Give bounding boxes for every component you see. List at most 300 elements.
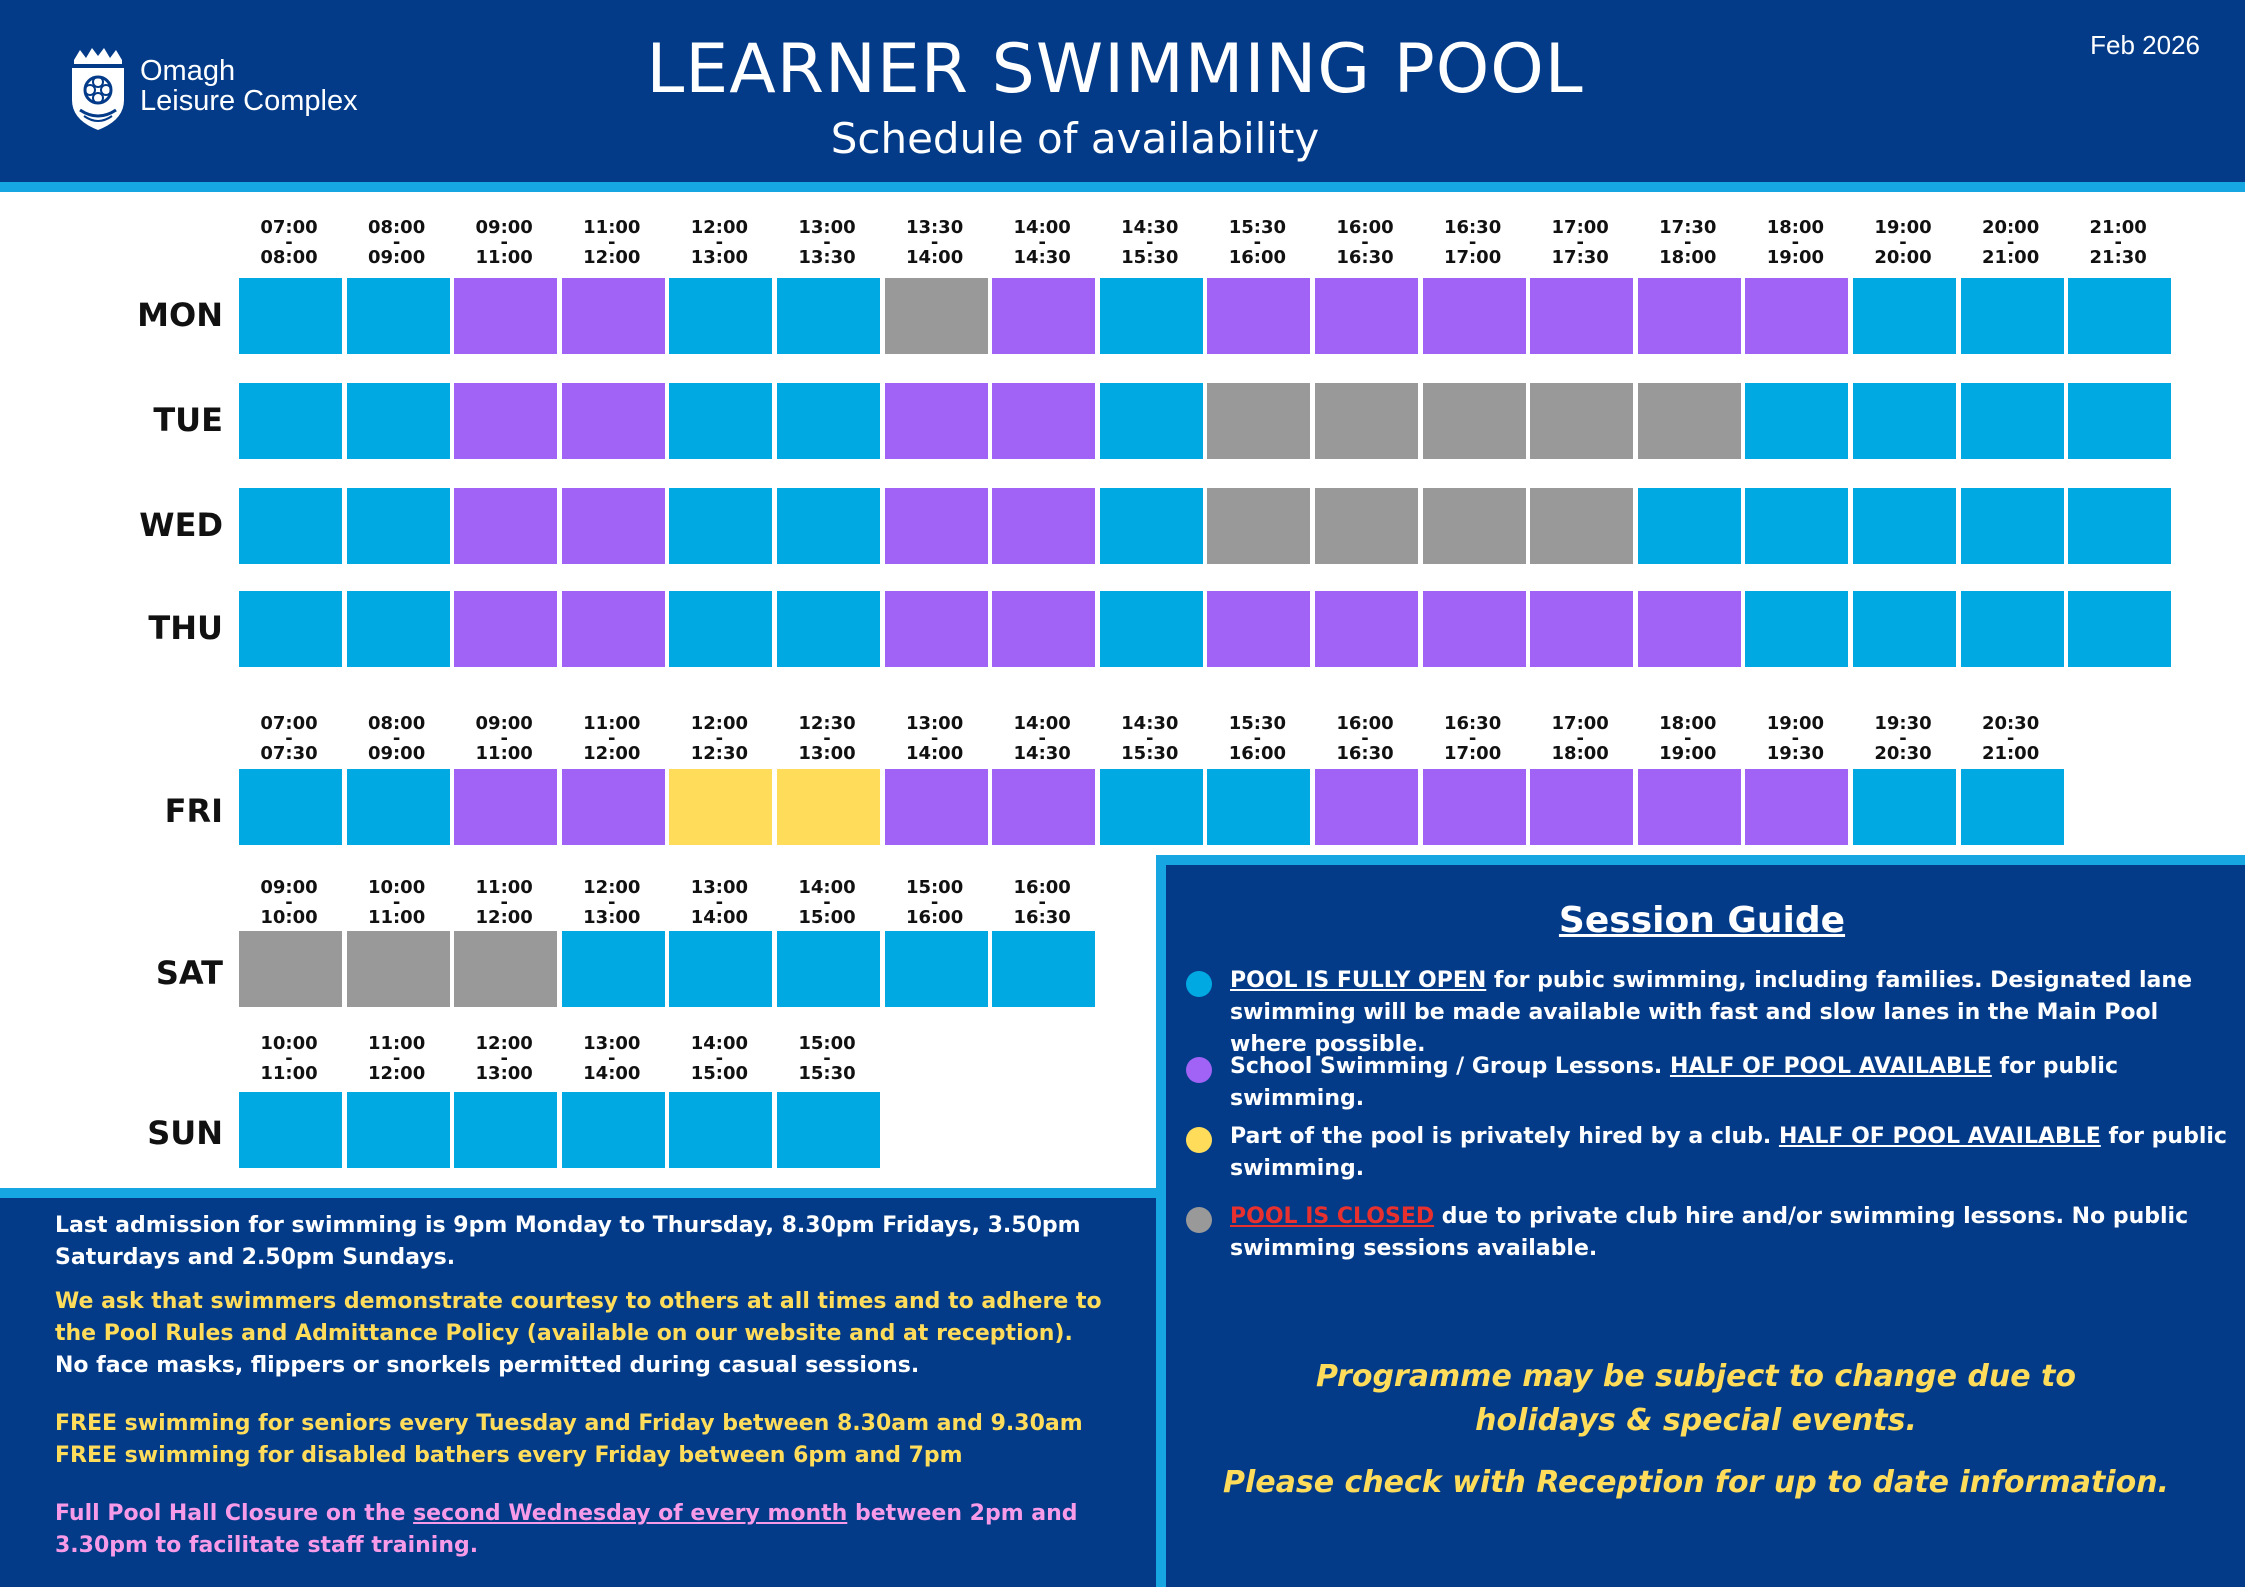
weekday-time-label xyxy=(1315,217,1415,268)
weekday-time-label-dash: - xyxy=(285,232,293,253)
weekday-time-label xyxy=(239,217,339,268)
row-tue-slot-open xyxy=(347,383,450,459)
sun-time-label-start: 14:00 xyxy=(690,1033,749,1054)
weekday-time-label-start: 14:00 xyxy=(1013,217,1071,238)
fri-time-label-end: 11:00 xyxy=(475,743,533,764)
fri-time-label-end: 14:00 xyxy=(905,743,964,764)
guide-open-text xyxy=(1230,965,2230,1061)
yellow-dot-icon xyxy=(1186,1127,1212,1153)
sun-time-label-end: 14:00 xyxy=(583,1063,641,1084)
weekday-time-label-dash: - xyxy=(1146,232,1154,253)
fri-time-label-dash: - xyxy=(500,728,508,749)
sat-time-label-dash: - xyxy=(392,892,401,913)
sat-time-label-end: 11:00 xyxy=(367,907,426,928)
page-title: LEARNER SWIMMING POOL xyxy=(646,30,1584,109)
weekday-time-label xyxy=(992,217,1092,268)
sat-time-label-dash: - xyxy=(930,892,939,913)
weekday-time-label-dash: - xyxy=(1576,232,1584,253)
weekday-time-label-end: 19:00 xyxy=(1766,247,1825,268)
weekday-time-label-dash: - xyxy=(1253,232,1262,253)
weekday-time-label-start: 19:00 xyxy=(1874,217,1932,238)
row-thu-slot-open xyxy=(2068,591,2171,667)
fri-time-label-start: 09:00 xyxy=(475,713,533,734)
fri-time-label-start: 12:00 xyxy=(690,713,749,734)
sun-time-label-dash: - xyxy=(392,1048,401,1069)
fri-time-label xyxy=(669,713,769,764)
row-thu-slot-open xyxy=(1100,591,1203,667)
fri-time-label-dash: - xyxy=(1146,728,1154,749)
sun-time-label-end: 15:00 xyxy=(690,1063,749,1084)
sun-time-label-dash: - xyxy=(823,1048,831,1069)
fri-time-label-end: 16:30 xyxy=(1336,743,1394,764)
weekday-time-label xyxy=(1530,217,1630,268)
weekday-time-label-dash: - xyxy=(500,232,508,253)
fri-time-label-start: 11:00 xyxy=(583,713,641,734)
fri-time-label-end: 15:30 xyxy=(1121,743,1179,764)
weekday-time-label-start: 09:00 xyxy=(475,217,533,238)
sun-time-label-dash: - xyxy=(500,1048,508,1069)
fri-time-label-dash: - xyxy=(1361,728,1369,749)
weekday-time-label-dash: - xyxy=(608,232,616,253)
row-fri-slot-lesson xyxy=(1638,769,1741,845)
row-tue-slot-open xyxy=(1853,383,1956,459)
grey-dot-icon xyxy=(1186,1207,1212,1233)
fri-time-label xyxy=(992,713,1092,764)
guide-lesson-suffix: for public swimming. xyxy=(1230,1054,2118,1111)
row-sun-slot-open xyxy=(347,1092,450,1168)
row-tue-slot-open xyxy=(2068,383,2171,459)
row-thu-slot-lesson xyxy=(1315,591,1418,667)
weekday-time-label-dash: - xyxy=(1038,232,1046,253)
weekday-time-label-dash: - xyxy=(1468,232,1477,253)
row-mon-slot-lesson xyxy=(454,278,557,354)
row-fri-slot-lesson xyxy=(1315,769,1418,845)
row-tue-slot-open xyxy=(1100,383,1203,459)
fri-time-label-dash: - xyxy=(823,728,831,749)
row-fri-slot-open xyxy=(1961,769,2064,845)
purple-dot-icon xyxy=(1186,1057,1212,1083)
row-thu-slot-open xyxy=(1745,591,1848,667)
row-thu-slot-lesson xyxy=(992,591,1095,667)
sat-time-label-dash: - xyxy=(823,892,831,913)
row-wed-slot-lesson xyxy=(992,488,1095,564)
row-sat-slot-open xyxy=(777,931,880,1007)
sat-time-label xyxy=(562,877,662,928)
sun-time-label-end: 12:00 xyxy=(367,1063,426,1084)
row-tue-slot-closed xyxy=(1530,383,1633,459)
fri-time-label-dash: - xyxy=(1899,728,1907,749)
notes-divider xyxy=(1156,1188,1166,1587)
sat-time-label-dash: - xyxy=(1038,892,1046,913)
weekday-time-label xyxy=(885,217,985,268)
row-tue-slot-closed xyxy=(1638,383,1741,459)
fri-time-label xyxy=(1853,713,1953,764)
fri-time-label-start: 20:30 xyxy=(1981,713,2040,734)
page-subtitle: Schedule of availability xyxy=(830,114,1320,163)
row-tue-slot-open xyxy=(239,383,342,459)
fri-time-label xyxy=(1315,713,1415,764)
row-fri-slot-lesson xyxy=(1530,769,1633,845)
row-thu-slot-lesson xyxy=(1530,591,1633,667)
row-mon-slot-open xyxy=(669,278,772,354)
row-mon-slot-lesson xyxy=(1530,278,1633,354)
header-stripe xyxy=(0,182,2245,192)
row-thu-slot-lesson xyxy=(562,591,665,667)
fri-time-label-end: 07:30 xyxy=(260,743,318,764)
programme-change-note-line-2: holidays & special events. xyxy=(1475,1403,1917,1438)
fri-time-label-end: 18:00 xyxy=(1551,743,1609,764)
weekday-time-label xyxy=(669,217,769,268)
weekday-time-label-dash: - xyxy=(823,232,831,253)
weekday-time-label-end: 20:00 xyxy=(1874,247,1932,268)
fri-time-label-end: 19:00 xyxy=(1659,743,1717,764)
fri-time-label-dash: - xyxy=(608,728,616,749)
fri-time-label-start: 19:00 xyxy=(1766,713,1825,734)
weekday-time-label-end: 17:30 xyxy=(1551,247,1609,268)
fri-time-label-start: 12:30 xyxy=(798,713,856,734)
sun-time-label-start: 15:00 xyxy=(798,1033,856,1054)
sat-time-label-start: 15:00 xyxy=(905,877,964,898)
weekday-time-label xyxy=(2068,217,2168,268)
row-tue-slot-closed xyxy=(1423,383,1526,459)
fri-time-label-end: 09:00 xyxy=(367,743,426,764)
weekday-time-label-end: 13:30 xyxy=(798,247,856,268)
fri-time-label xyxy=(1530,713,1630,764)
sun-time-label xyxy=(347,1033,447,1084)
row-fri-slot-lesson xyxy=(1423,769,1526,845)
fri-time-label-end: 17:00 xyxy=(1443,743,1502,764)
weekday-time-label xyxy=(1961,217,2061,268)
row-fri-slot-open xyxy=(1100,769,1203,845)
weekday-time-label-start: 14:30 xyxy=(1121,217,1179,238)
fri-time-label-start: 08:00 xyxy=(367,713,426,734)
sat-time-label xyxy=(454,877,554,928)
guide-closed-text xyxy=(1230,1201,2230,1265)
fri-time-label-dash: - xyxy=(1038,728,1046,749)
closure-prefix: Full Pool Hall Closure on the xyxy=(55,1501,414,1526)
row-mon-slot-open xyxy=(239,278,342,354)
sun-time-label-start: 10:00 xyxy=(260,1033,318,1054)
row-tue-slot-lesson xyxy=(562,383,665,459)
fri-time-label-end: 14:30 xyxy=(1013,743,1071,764)
row-sun-slot-open xyxy=(454,1092,557,1168)
weekday-time-label-start: 13:00 xyxy=(798,217,856,238)
row-mon-slot-lesson xyxy=(1423,278,1526,354)
guide-club-highlight: HALF OF POOL AVAILABLE xyxy=(1778,1124,2101,1149)
row-mon-slot-lesson xyxy=(1207,278,1310,354)
fri-time-label xyxy=(1100,713,1200,764)
fri-time-label-dash: - xyxy=(1253,728,1262,749)
sun-time-label-start: 11:00 xyxy=(367,1033,426,1054)
fri-time-label-start: 14:00 xyxy=(1013,713,1071,734)
row-sun-slot-open xyxy=(669,1092,772,1168)
fri-time-label xyxy=(885,713,985,764)
row-sun-slot-open xyxy=(239,1092,342,1168)
programme-change-note-line-1: Programme may be subject to change due to xyxy=(1315,1359,2076,1394)
sat-time-label-dash: - xyxy=(715,892,724,913)
sat-time-label-start: 10:00 xyxy=(367,877,426,898)
row-thu-slot-open xyxy=(1961,591,2064,667)
weekday-time-label-dash: - xyxy=(715,232,724,253)
row-thu-slot-lesson xyxy=(885,591,988,667)
weekday-time-label-end: 21:30 xyxy=(2089,247,2147,268)
weekday-time-label xyxy=(347,217,447,268)
row-sat-slot-closed xyxy=(347,931,450,1007)
guide-closed-highlight: POOL IS CLOSED xyxy=(1230,1204,1435,1229)
row-thu-slot-open xyxy=(777,591,880,667)
fri-time-label-end: 16:00 xyxy=(1228,743,1287,764)
row-fri-slot-open xyxy=(347,769,450,845)
fri-time-label-dash: - xyxy=(715,728,724,749)
guide-lesson-prefix: School Swimming / Group Lessons. xyxy=(1230,1054,1670,1079)
fri-time-label-dash: - xyxy=(1576,728,1584,749)
fri-time-label-start: 18:00 xyxy=(1659,713,1717,734)
sun-time-label-start: 12:00 xyxy=(475,1033,533,1054)
fri-time-label-start: 14:30 xyxy=(1121,713,1179,734)
weekday-time-label-end: 21:00 xyxy=(1981,247,2040,268)
row-tue-slot-closed xyxy=(1315,383,1418,459)
row-thu-slot-open xyxy=(1853,591,1956,667)
weekday-time-label-dash: - xyxy=(1361,232,1369,253)
fri-time-label-start: 17:00 xyxy=(1551,713,1609,734)
row-wed-slot-closed xyxy=(1315,488,1418,564)
sun-time-label-dash: - xyxy=(285,1048,293,1069)
weekday-time-label xyxy=(1423,217,1523,268)
fri-time-label xyxy=(1638,713,1738,764)
guide-club-suffix: for public swimming. xyxy=(1230,1124,2227,1181)
sat-time-label-dash: - xyxy=(285,892,293,913)
row-mon-slot-closed xyxy=(885,278,988,354)
fri-time-label xyxy=(1745,713,1845,764)
row-sat-slot-open xyxy=(669,931,772,1007)
row-wed-slot-open xyxy=(1853,488,1956,564)
weekday-time-label-dash: - xyxy=(1791,232,1800,253)
fri-time-label-end: 19:30 xyxy=(1766,743,1825,764)
row-tue-slot-lesson xyxy=(885,383,988,459)
sat-time-label xyxy=(347,877,447,928)
brand-line-1: Omagh xyxy=(140,55,236,87)
weekday-time-label-start: 16:30 xyxy=(1443,217,1502,238)
row-fri-slot-lesson xyxy=(562,769,665,845)
guide-club-text xyxy=(1230,1121,2230,1185)
row-wed-slot-closed xyxy=(1423,488,1526,564)
fri-time-label xyxy=(562,713,662,764)
weekday-time-label-dash: - xyxy=(2114,232,2122,253)
row-wed-slot-open xyxy=(669,488,772,564)
weekday-time-label xyxy=(562,217,662,268)
sat-time-label xyxy=(777,877,877,928)
brand-line-2: Leisure Complex xyxy=(140,85,358,117)
fri-time-label-end: 20:30 xyxy=(1874,743,1932,764)
weekday-time-label-end: 09:00 xyxy=(367,247,426,268)
fri-time-label-start: 19:30 xyxy=(1874,713,1932,734)
row-thu-slot-lesson xyxy=(1423,591,1526,667)
fri-time-label-dash: - xyxy=(392,728,401,749)
row-fri-slot-club xyxy=(669,769,772,845)
fri-time-label-start: 15:30 xyxy=(1228,713,1287,734)
fri-time-label-end: 21:00 xyxy=(1981,743,2040,764)
sat-time-label xyxy=(669,877,769,928)
fri-time-label-dash: - xyxy=(2006,728,2015,749)
day-label-sun: SUN xyxy=(147,1114,223,1152)
row-wed-slot-open xyxy=(777,488,880,564)
sat-time-label-start: 16:00 xyxy=(1013,877,1071,898)
sat-time-label-start: 13:00 xyxy=(690,877,749,898)
row-wed-slot-lesson xyxy=(454,488,557,564)
sun-time-label xyxy=(777,1033,877,1084)
row-tue-slot-open xyxy=(1961,383,2064,459)
row-mon-slot-lesson xyxy=(1638,278,1741,354)
row-fri-slot-open xyxy=(1853,769,1956,845)
weekday-time-label-end: 14:30 xyxy=(1013,247,1071,268)
weekday-time-label-end: 18:00 xyxy=(1659,247,1717,268)
fri-time-label xyxy=(347,713,447,764)
fri-time-label-start: 16:00 xyxy=(1336,713,1394,734)
weekday-time-label-end: 16:30 xyxy=(1336,247,1394,268)
row-mon-slot-open xyxy=(347,278,450,354)
fri-time-label xyxy=(239,713,339,764)
weekday-time-label-start: 16:00 xyxy=(1336,217,1394,238)
weekday-time-label-dash: - xyxy=(930,232,939,253)
weekday-time-label-dash: - xyxy=(2006,232,2015,253)
row-mon-slot-lesson xyxy=(992,278,1095,354)
weekday-time-label-end: 08:00 xyxy=(260,247,318,268)
row-fri-slot-club xyxy=(777,769,880,845)
row-mon-slot-open xyxy=(2068,278,2171,354)
sat-time-label-start: 12:00 xyxy=(583,877,641,898)
sun-time-label xyxy=(239,1033,339,1084)
seniors-free-note: FREE swimming for seniors every Tuesday and Friday between 8.30am and 9.30am xyxy=(55,1411,1083,1436)
guide-club-prefix: Part of the pool is privately hired by a club. xyxy=(1230,1124,1779,1149)
weekday-time-label-end: 13:00 xyxy=(690,247,749,268)
sat-time-label-end: 16:30 xyxy=(1013,907,1071,928)
weekday-time-label-start: 21:00 xyxy=(2089,217,2147,238)
sat-time-label-start: 14:00 xyxy=(798,877,856,898)
row-wed-slot-open xyxy=(1638,488,1741,564)
weekday-time-label xyxy=(1853,217,1953,268)
fri-time-label-dash: - xyxy=(1468,728,1477,749)
reception-check-note: Please check with Reception for up to date information. xyxy=(1223,1465,2169,1500)
fri-time-label-start: 16:30 xyxy=(1443,713,1502,734)
sat-time-label-end: 12:00 xyxy=(475,907,533,928)
weekday-time-label-end: 16:00 xyxy=(1228,247,1287,268)
fri-time-label xyxy=(777,713,877,764)
fri-time-label xyxy=(1961,713,2061,764)
programme-change-note xyxy=(1166,1355,2226,1443)
guide-open-body: for pubic swimming, including families. Designated lane swimming will be made available with fast and slow lanes in the Main Pool where possible. xyxy=(1230,968,2192,1057)
fri-time-label-end: 12:30 xyxy=(690,743,749,764)
sat-time-label-end: 16:00 xyxy=(905,907,964,928)
day-label-thu: THU xyxy=(148,609,223,647)
last-admission-note: Last admission for swimming is 9pm Monday to Thursday, 8.30pm Fridays, 3.50pm Saturdays and 2.50pm Sundays. xyxy=(55,1213,1081,1270)
row-wed-slot-open xyxy=(1745,488,1848,564)
weekday-time-label-start: 08:00 xyxy=(367,217,426,238)
blue-dot-icon xyxy=(1186,971,1212,997)
weekday-time-label-start: 15:30 xyxy=(1228,217,1287,238)
row-wed-slot-lesson xyxy=(885,488,988,564)
closure-highlight: second Wednesday of every month xyxy=(413,1501,848,1526)
session-guide-title: Session Guide xyxy=(1558,900,1846,941)
row-mon-slot-open xyxy=(1100,278,1203,354)
row-fri-slot-lesson xyxy=(1745,769,1848,845)
weekday-time-label xyxy=(1745,217,1845,268)
sun-time-label-end: 11:00 xyxy=(260,1063,318,1084)
sun-time-label-end: 15:30 xyxy=(798,1063,856,1084)
sat-time-label-end: 14:00 xyxy=(690,907,749,928)
day-label-mon: MON xyxy=(137,296,223,334)
sat-time-label-end: 13:00 xyxy=(583,907,641,928)
weekday-time-label xyxy=(1100,217,1200,268)
sat-time-label-dash: - xyxy=(608,892,616,913)
row-mon-slot-lesson xyxy=(1315,278,1418,354)
weekday-time-label-start: 11:00 xyxy=(583,217,641,238)
row-tue-slot-open xyxy=(1745,383,1848,459)
weekday-time-label-end: 14:00 xyxy=(905,247,964,268)
weekday-time-label xyxy=(1638,217,1738,268)
weekday-time-label-end: 12:00 xyxy=(583,247,641,268)
row-fri-slot-lesson xyxy=(885,769,988,845)
weekday-time-label-dash: - xyxy=(1684,232,1692,253)
fri-time-label xyxy=(1423,713,1523,764)
row-thu-slot-lesson xyxy=(1638,591,1741,667)
guide-open-highlight: POOL IS FULLY OPEN xyxy=(1230,968,1487,993)
weekday-time-label-dash: - xyxy=(392,232,401,253)
weekday-time-label xyxy=(777,217,877,268)
day-label-wed: WED xyxy=(139,506,223,544)
row-sat-slot-open xyxy=(885,931,988,1007)
row-sun-slot-open xyxy=(777,1092,880,1168)
guide-lesson-highlight: HALF OF POOL AVAILABLE xyxy=(1669,1054,1992,1079)
row-fri-slot-open xyxy=(1207,769,1310,845)
weekday-time-label-start: 18:00 xyxy=(1766,217,1825,238)
fri-time-label-end: 12:00 xyxy=(583,743,641,764)
courtesy-note: We ask that swimmers demonstrate courtesy to others at all times and to adhere to the Pool Rules and Admittance Policy (available on our website and at reception). xyxy=(55,1289,1102,1346)
sat-time-label-dash: - xyxy=(500,892,508,913)
row-sun-slot-open xyxy=(562,1092,665,1168)
fri-time-label-dash: - xyxy=(285,728,293,749)
sat-time-label xyxy=(239,877,339,928)
sun-time-label-dash: - xyxy=(608,1048,616,1069)
row-sat-slot-closed xyxy=(239,931,342,1007)
issue-date: Feb 2026 xyxy=(2090,30,2200,60)
day-label-fri: FRI xyxy=(164,792,223,830)
row-mon-slot-open xyxy=(1853,278,1956,354)
weekday-time-label xyxy=(454,217,554,268)
row-mon-slot-open xyxy=(1961,278,2064,354)
row-tue-slot-lesson xyxy=(992,383,1095,459)
fri-time-label-start: 13:00 xyxy=(905,713,964,734)
row-sat-slot-open xyxy=(562,931,665,1007)
disabled-free-note: FREE swimming for disabled bathers every Friday between 6pm and 7pm xyxy=(55,1443,963,1468)
day-label-sat: SAT xyxy=(155,954,223,992)
sun-time-label-start: 13:00 xyxy=(583,1033,641,1054)
row-wed-slot-open xyxy=(1100,488,1203,564)
row-fri-slot-lesson xyxy=(992,769,1095,845)
sat-time-label-start: 11:00 xyxy=(475,877,533,898)
day-label-tue: TUE xyxy=(153,401,223,439)
sat-time-label xyxy=(885,877,985,928)
guide-lesson-text xyxy=(1230,1051,2230,1115)
weekday-time-label-dash: - xyxy=(1899,232,1907,253)
row-mon-slot-lesson xyxy=(562,278,665,354)
row-wed-slot-open xyxy=(1961,488,2064,564)
row-wed-slot-lesson xyxy=(562,488,665,564)
sun-time-label xyxy=(562,1033,662,1084)
row-mon-slot-lesson xyxy=(1745,278,1848,354)
closure-suffix: between 2pm and 3.30pm to facilitate staff training. xyxy=(55,1501,1078,1558)
weekday-time-label-end: 15:30 xyxy=(1121,247,1179,268)
session-guide-panel xyxy=(1156,855,2245,1587)
